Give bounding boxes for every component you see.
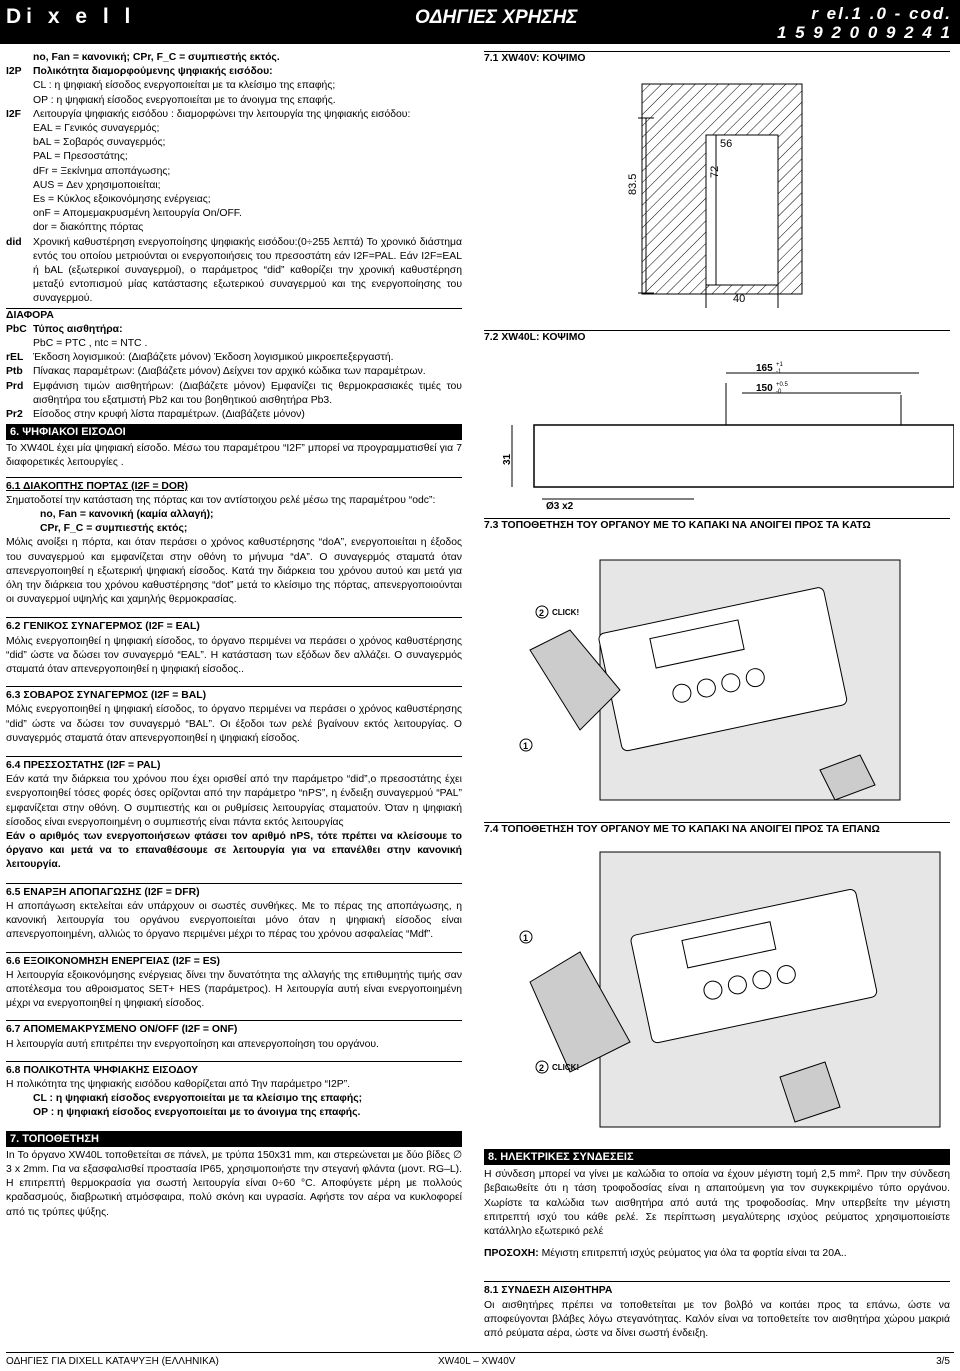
svg-text:2: 2 — [539, 608, 545, 618]
footer-rule — [6, 1352, 954, 1353]
param-desc: Εμφάνιση τιμών αισθητήρων: (Διαβάζετε μόνον) Εμφανίζει τις θερμοκρασιακές τιμές του αισθητήρα του εξατμιστή Pb2 και του βοηθητικού αισθητήρα Pb3. — [33, 380, 462, 406]
param-pr2 — [6, 408, 462, 422]
click-label: CLICK! — [552, 1063, 580, 1072]
section-text: Η λειτουργία αυτή επιτρέπει την ενεργοποίηση και απενεργοποίηση του οργάνου. — [6, 1038, 379, 1050]
list-item: no, Fan = κανονική (καμία αλλαγή); — [40, 509, 214, 521]
footer-model: XW40L – XW40V — [438, 1356, 516, 1367]
svg-text:2: 2 — [539, 1063, 545, 1073]
param-prd — [6, 380, 462, 408]
param-key: Prd — [6, 380, 24, 392]
list-item: EAL = Γενικός συναγερμός; — [33, 123, 160, 135]
list-item: PAL = Πρεσοστάτης; — [33, 151, 128, 163]
section-6-8-heading: 6.8 ΠΟΛΙΚΟΤΗΤΑ ΨΗΦΙΑΚΗΣ ΕΙΣΟΔΟΥ — [6, 1064, 199, 1076]
section-text: Η αποπάγωση εκτελείται εάν υπάρχουν οι σωστές συνθήκες. Με το πέρας της αποπάγωσης, η κανονική λειτουργία του οργάνου ενεργοποιείται μόνο όταν η ψηφιακή είσοδος είναι απενεργοποιημένη, αλλιώς το όργανο περιμένει μέχρι το πέρας του χρόνου ασφαλείας “Mdf”. — [6, 900, 462, 941]
list-item: CPr, F_C = συμπιεστής εκτός; — [40, 523, 188, 535]
section-7-1-heading: 7.1 XW40V: ΚΟΨΙΜΟ — [484, 53, 586, 64]
section-8-1-heading: 8.1 ΣΥΝΔΕΣΗ ΑΙΣΘΗΤΗΡΑ — [484, 1285, 613, 1297]
param-key: rEL — [6, 352, 24, 364]
code-line: 1 5 9 2 0 0 9 2 4 1 — [776, 23, 952, 42]
param-desc: Πίνακας παραμέτρων: (Διαβάζετε μόνον) Δείχνει τον αρχικό κώδικα των παραμέτρων. — [33, 366, 426, 378]
param-key: PbC — [6, 323, 27, 335]
param-key: I2F — [6, 108, 22, 120]
doc-title: ΟΔΗΓΙΕΣ ΧΡΗΣΗΣ — [415, 7, 578, 28]
list-item: OP : η ψηφιακή είσοδος ενεργοποιείται με το άνοιγμα της επαφής. — [33, 1107, 361, 1119]
cutout-diagram-xw40v — [620, 80, 810, 315]
param-key: I2P — [6, 66, 22, 78]
section-6-2-heading: 6.2 ΓΕΝΙΚΟΣ ΣΥΝΑΓΕΡΜΟΣ (I2F = EAL) — [6, 621, 200, 633]
revision-line: r el.1 .0 - cod. — [811, 4, 952, 23]
dim-label: 83.5 — [627, 173, 639, 195]
list-item: dor = διακόπτης πόρτας — [33, 222, 144, 234]
section-8-heading: 8. ΗΛΕΚΤΡΙΚΕΣ ΣΥΝΔΕΣΕΙΣ — [484, 1149, 950, 1165]
section-7-2-heading: 7.2 XW40L: ΚΟΨΙΜΟ — [484, 332, 586, 343]
footer-left: ΟΔΗΓΙΕΣ ΓΙΑ DIXELL ΚΑΤΑΨΥΞΗ (ΕΛΛΗΝΙΚΑ) — [6, 1356, 219, 1367]
section-7-3 — [484, 518, 950, 533]
hole-label: Ø3 x2 — [546, 501, 574, 512]
warning-label: ΠΡΟΣΟΧΗ: — [484, 1248, 539, 1260]
section-6-heading: 6. ΨΗΦΙΑΚΟΙ ΕΙΣΟΔΟΙ — [6, 424, 462, 440]
section-7-4-heading: 7.4 ΤΟΠΟΘΕΤΗΣΗ ΤΟΥ ΟΡΓΑΝΟΥ ΜΕ ΤΟ ΚΑΠΑΚΙ ΝΑ ΑΝΟΙΓΕΙ ΠΡΟΣ ΤΑ ΕΠΑΝΩ — [484, 824, 880, 835]
dim-tolerance: -1 — [776, 369, 782, 375]
section-warning: Εάν ο αριθμός των ενεργοποιήσεων φτάσει τον αριθμό nPS, τότε πρέπει να κλείσουμε το όργανο και μετά να το επαναθέσουμε σε λειτουργία για να επανέλθει στην κανονική λειτουργία. — [6, 831, 462, 871]
left-column — [6, 51, 462, 422]
brand-logo: Di x e l l — [6, 5, 136, 28]
param-ptb — [6, 365, 462, 379]
section-6-1-heading: 6.1 ΔΙΑΚΟΠΤΗΣ ΠΟΡΤΑΣ (I2F = DOR) — [6, 480, 188, 492]
param-i2p — [6, 65, 462, 79]
section-7-2 — [484, 330, 950, 345]
left-sections — [6, 424, 462, 1220]
section-6-3-heading: 6.3 ΣΟΒΑΡΟΣ ΣΥΝΑΓΕΡΜΟΣ (I2F = BAL) — [6, 690, 207, 702]
cutout-hole — [706, 135, 778, 285]
dim-label: 150 — [756, 383, 773, 394]
dim-tolerance: +0.5 — [776, 382, 788, 388]
section-8 — [484, 1149, 950, 1341]
dim-label: 165 — [756, 363, 773, 374]
section-text: Η σύνδεση μπορεί να γίνει με καλώδια το οποία να έχουν μέγιστη τομή 2,5 mm². Πριν την σύνδεση βεβαιωθείτε ότι η τάση τροφοδοσίας είναι η απαιτούμενη για τον συγκεκριμένο τύπο οργάνου. Χωρίστε τα καλώδια των αισθητήρα από αυτά της τροφοδοσίας. Μην υπερβείτε την μέγιστη επιτρεπτή ισχύ του κάθε ρελέ. Σε περίπτωση μεγαλύτερης ισχύος ρεύματος χρησιμοποιείστε κατάλληλο εξωτερικό ρελέ — [484, 1169, 950, 1238]
param-desc: Λειτουργία ψηφιακής εισόδου : διαμορφώνει την λειτουργία της ψηφιακής εισόδου: — [33, 108, 411, 120]
footer-page: 3/5 — [936, 1356, 950, 1367]
revision-code — [777, 4, 952, 42]
mounting-diagram-up — [510, 842, 950, 1132]
list-item: AUS = Δεν χρησιμοποιείται; — [33, 179, 161, 191]
dim-tolerance: +1 — [776, 362, 783, 368]
svg-text:1: 1 — [523, 741, 529, 751]
dim-label: 72 — [709, 165, 721, 178]
param-text: no, Fan = κανονική; CPr, F_C = συμπιεστής εκτός. — [33, 52, 280, 63]
section-text: Μόλις ενεργοποιηθεί η ψηφιακή είσοδος, το όργανο περιμένει να περάσει ο χρόνος καθυστέρησης “did” ώστε να δώσει τον συναγερμό “BAL”. Οι έξοδοι των ρελέ βγαίνουν εκτός λειτουργίας. Ο συναγερμός σταματά όταν απενεργοποιηθεί η ψηφιακή είσοδος. — [6, 704, 462, 744]
param-option: OP : η ψηφιακή είσοδος ενεργοποιείται με το άνοιγμα της επαφής. — [33, 94, 336, 106]
dim-tolerance: -0 — [776, 389, 782, 395]
param-key: Ptb — [6, 366, 23, 378]
section-text: Το XW40L έχει μία ψηφιακή είσοδο. Μέσω του παραμέτρου “I2F” μπορεί να προγραμματισθεί για 7 διαφορετικές λειτουργίες . — [6, 443, 462, 469]
cutout-diagram-xw40l — [494, 355, 954, 515]
list-item: dFr = Ξεκίνημα αποπάγωσης; — [33, 165, 171, 177]
i2f-options — [6, 122, 462, 236]
section-text: Οι αισθητήρες πρέπει να τοποθετείται με τον βολβό να κοιτάει προς τα επάνω, ώστε να αποφεύγονται βλάβες λόγω στεγανότητας. Καλόν είναι να τοποθετείτε τον αισθητήρα χώρου μακριά από ρεύματα αέρα, ώστε να δίνει σωστή ένδειξη. — [484, 1299, 950, 1340]
param-key: did — [6, 236, 22, 248]
section-6-6-heading: 6.6 ΕΞΟΙΚΟΝΟΜΗΣΗ ΕΝΕΡΓΕΙΑΣ (I2F = ES) — [6, 955, 221, 967]
section-6-7-heading: 6.7 ΑΠΟΜΕΜΑΚΡΥΣΜΕΝΟ ON/OFF (I2F = ONF) — [6, 1024, 238, 1036]
mounting-diagram-down — [510, 540, 950, 810]
param-i2f — [6, 108, 462, 122]
section-7-heading: 7. ΤΟΠΟΘΕΤΗΣΗ — [6, 1131, 462, 1147]
param-desc: Πολικότητα διαμορφούμενης ψηφιακής εισόδου: — [33, 66, 273, 78]
param-desc: Έκδοση λογισμικού: (Διαβάζετε μόνον) Έκδοση λογισμικού μικροεπεξεργαστή. — [33, 352, 394, 364]
dim-label: 56 — [720, 138, 733, 150]
param-rel — [6, 351, 462, 365]
dim-label: 31 — [502, 453, 513, 465]
click-label: CLICK! — [552, 608, 580, 617]
param-did — [6, 236, 462, 307]
section-heading: ΔΙΑΦΟΡΑ — [6, 308, 462, 323]
param-pbc — [6, 323, 462, 337]
section-6-4-heading: 6.4 ΠΡΕΣΣΟΣΤΑΤΗΣ (I2F = PAL) — [6, 760, 161, 772]
svg-text:1: 1 — [523, 933, 529, 943]
warning-text: Μέγιστη επιτρεπτή ισχύς ρεύματος για όλα τα φορτία είναι τα 20A.. — [538, 1248, 847, 1260]
param-option: PbC = PTC , ntc = NTC . — [33, 338, 148, 350]
param-desc: Χρονική καθυστέρηση ενεργοποίησης ψηφιακής εισόδου:(0÷255 λεπτά) Το χρονικό διάστημα εντός του οποίου μετριούνται οι ενεργοποιήσεις του πρεσοστάτη εάν I2F=PAL. Εάν I2F=EAL ή bAL (εξωτερικοί συναγερμοί), ο παράμετρος “did” καθορίζει την χρονική καθυστέρηση μεταξύ εντοπισμού μίας κατάστασης εξωτερικού συναγερμού και της ενεργοποίησης του συναγερμού. — [33, 236, 462, 305]
list-item: CL : η ψηφιακή είσοδος ενεργοποιείται με τα κλείσιμο της επαφής; — [33, 1093, 363, 1105]
section-text: Εάν κατά την διάρκεια του χρόνου που έχει ορισθεί από την παράμετρο “did”,ο πρεσοστάτης έχει ενεργοποιηθεί τόσες φορές όσες ορίζονται από την παράμετρο “nPS”, η ένδειξη συναγερμού “PAL” εμφανίζεται στην οθόνη. Ο συμπιεστής και οι ρυθμίσεις λειτουργίας σταματούν. Όταν η ψηφιακή είσοδος είναι ενεργοποιημένη ο συμπιεστής είναι πάντα εκτός λειτουργίας — [6, 774, 462, 828]
section-7-4 — [484, 822, 950, 837]
section-text: Η πολικότητα της ψηφιακής εισόδου καθορίζεται από Την παράμετρο “I2P”. — [6, 1078, 351, 1090]
section-text: Η λειτουργία εξοικονόμησης ενέργειας δίνει την δυνατότητα της αλλαγής της επιθυμητής τιμής σαν αποτέλεσμα του αθροισματος SET+ HES (παράμετρος). Η λειτουργία αυτή είναι ενεργοποιημένη μέχρι να ενεργοποιηθεί η ψηφιακή είσοδος. — [6, 969, 462, 1010]
right-column — [484, 51, 950, 66]
section-text: In Το όργανο XW40L τοποθετείται σε πάνελ, με τρύπα 150x31 mm, και στερεώνεται με δύο βίδες ∅ 3 x 2mm. Για να εξασφαλισθεί προστασία IP65, χρησιμοποιήστε την στεγανή φλάντα (μοντ. RG–L). Η επιτρεπτή θερμοκρασία για σωστή λειτουργία είναι 0÷60 °C. Αποφύγετε μέρη με πολλούς κραδασμούς, διαβρωτική ατμόσφαιρα, πολύ σκόνη και υγρασία. Αφήστε τον αέρα να κυκλοφορεί από τις τρύπες ψύξης. — [6, 1149, 462, 1218]
list-item: Es = Κύκλος εξοικονόμησης ενέργειας; — [33, 194, 211, 206]
list-item: bAL = Σοβαρός συναγερμός; — [33, 137, 166, 149]
list-item: onF = Απομεμακρυσμένη λειτουργία On/OFF. — [33, 208, 242, 220]
param-desc: Τύπος αισθητήρα: — [33, 323, 123, 335]
section-text: Σηματοδοτεί την κατάσταση της πόρτας και τον αντίστοιχου ρελέ μέσω της παραμέτρου “odc”: — [6, 494, 436, 506]
page-header — [0, 0, 960, 44]
section-7-3-heading: 7.3 ΤΟΠΟΘΕΤΗΣΗ ΤΟΥ ΟΡΓΑΝΟΥ ΜΕ ΤΟ ΚΑΠΑΚΙ ΝΑ ΑΝΟΙΓΕΙ ΠΡΟΣ ΤΑ ΚΑΤΩ — [484, 520, 871, 531]
param-desc: Είσοδος στην κρυφή λίστα παραμέτρων. (Διαβάζετε μόνον) — [33, 409, 305, 421]
section-text: Μόλις ανοίξει η πόρτα, και όταν περάσει ο χρόνος καθυστέρησης “doA”, ενεργοποιείται η έξοδος του συναγερμού και εμφανίζεται στην οθόνη το μήνυμα “dA”. Ο συναγερμός σταματά όταν απενεργοποιηθεί η εξωτερική ψηφιακή είσοδος. Κατά την διάρκεια του χρόνου αυτού και μετά για όλη την διάρκεια του χρόνου καθυστέρησης “dot” μετά το κλείσιμο της πόρτας, απενεργοποιούνται οι συναγερμοί υψηλής και χαμηλής θερμοκρασίας. — [6, 537, 462, 606]
section-text: Μόλις ενεργοποιηθεί η ψηφιακή είσοδος, το όργανο περιμένει να περάσει ο χρόνος καθυστέρησης “did” ώστε να δώσει τον συναγερμό “EAL”. Η κατάσταση των εξόδων δεν αλλάζει. Ο συναγερμός σταματά όταν απενεργοποιηθεί η ψηφιακή είσοδος.. — [6, 635, 462, 676]
cutout-rect — [534, 425, 954, 487]
param-option: CL : η ψηφιακή είσοδος ενεργοποιείται με τα κλείσιμο της επαφής; — [33, 80, 336, 92]
param-key: Pr2 — [6, 409, 23, 421]
dim-label: 40 — [733, 293, 746, 305]
section-6-5-heading: 6.5 ΕΝΑΡΞΗ ΑΠΟΠΑΓΩΣΗΣ (I2F = DFR) — [6, 886, 200, 898]
